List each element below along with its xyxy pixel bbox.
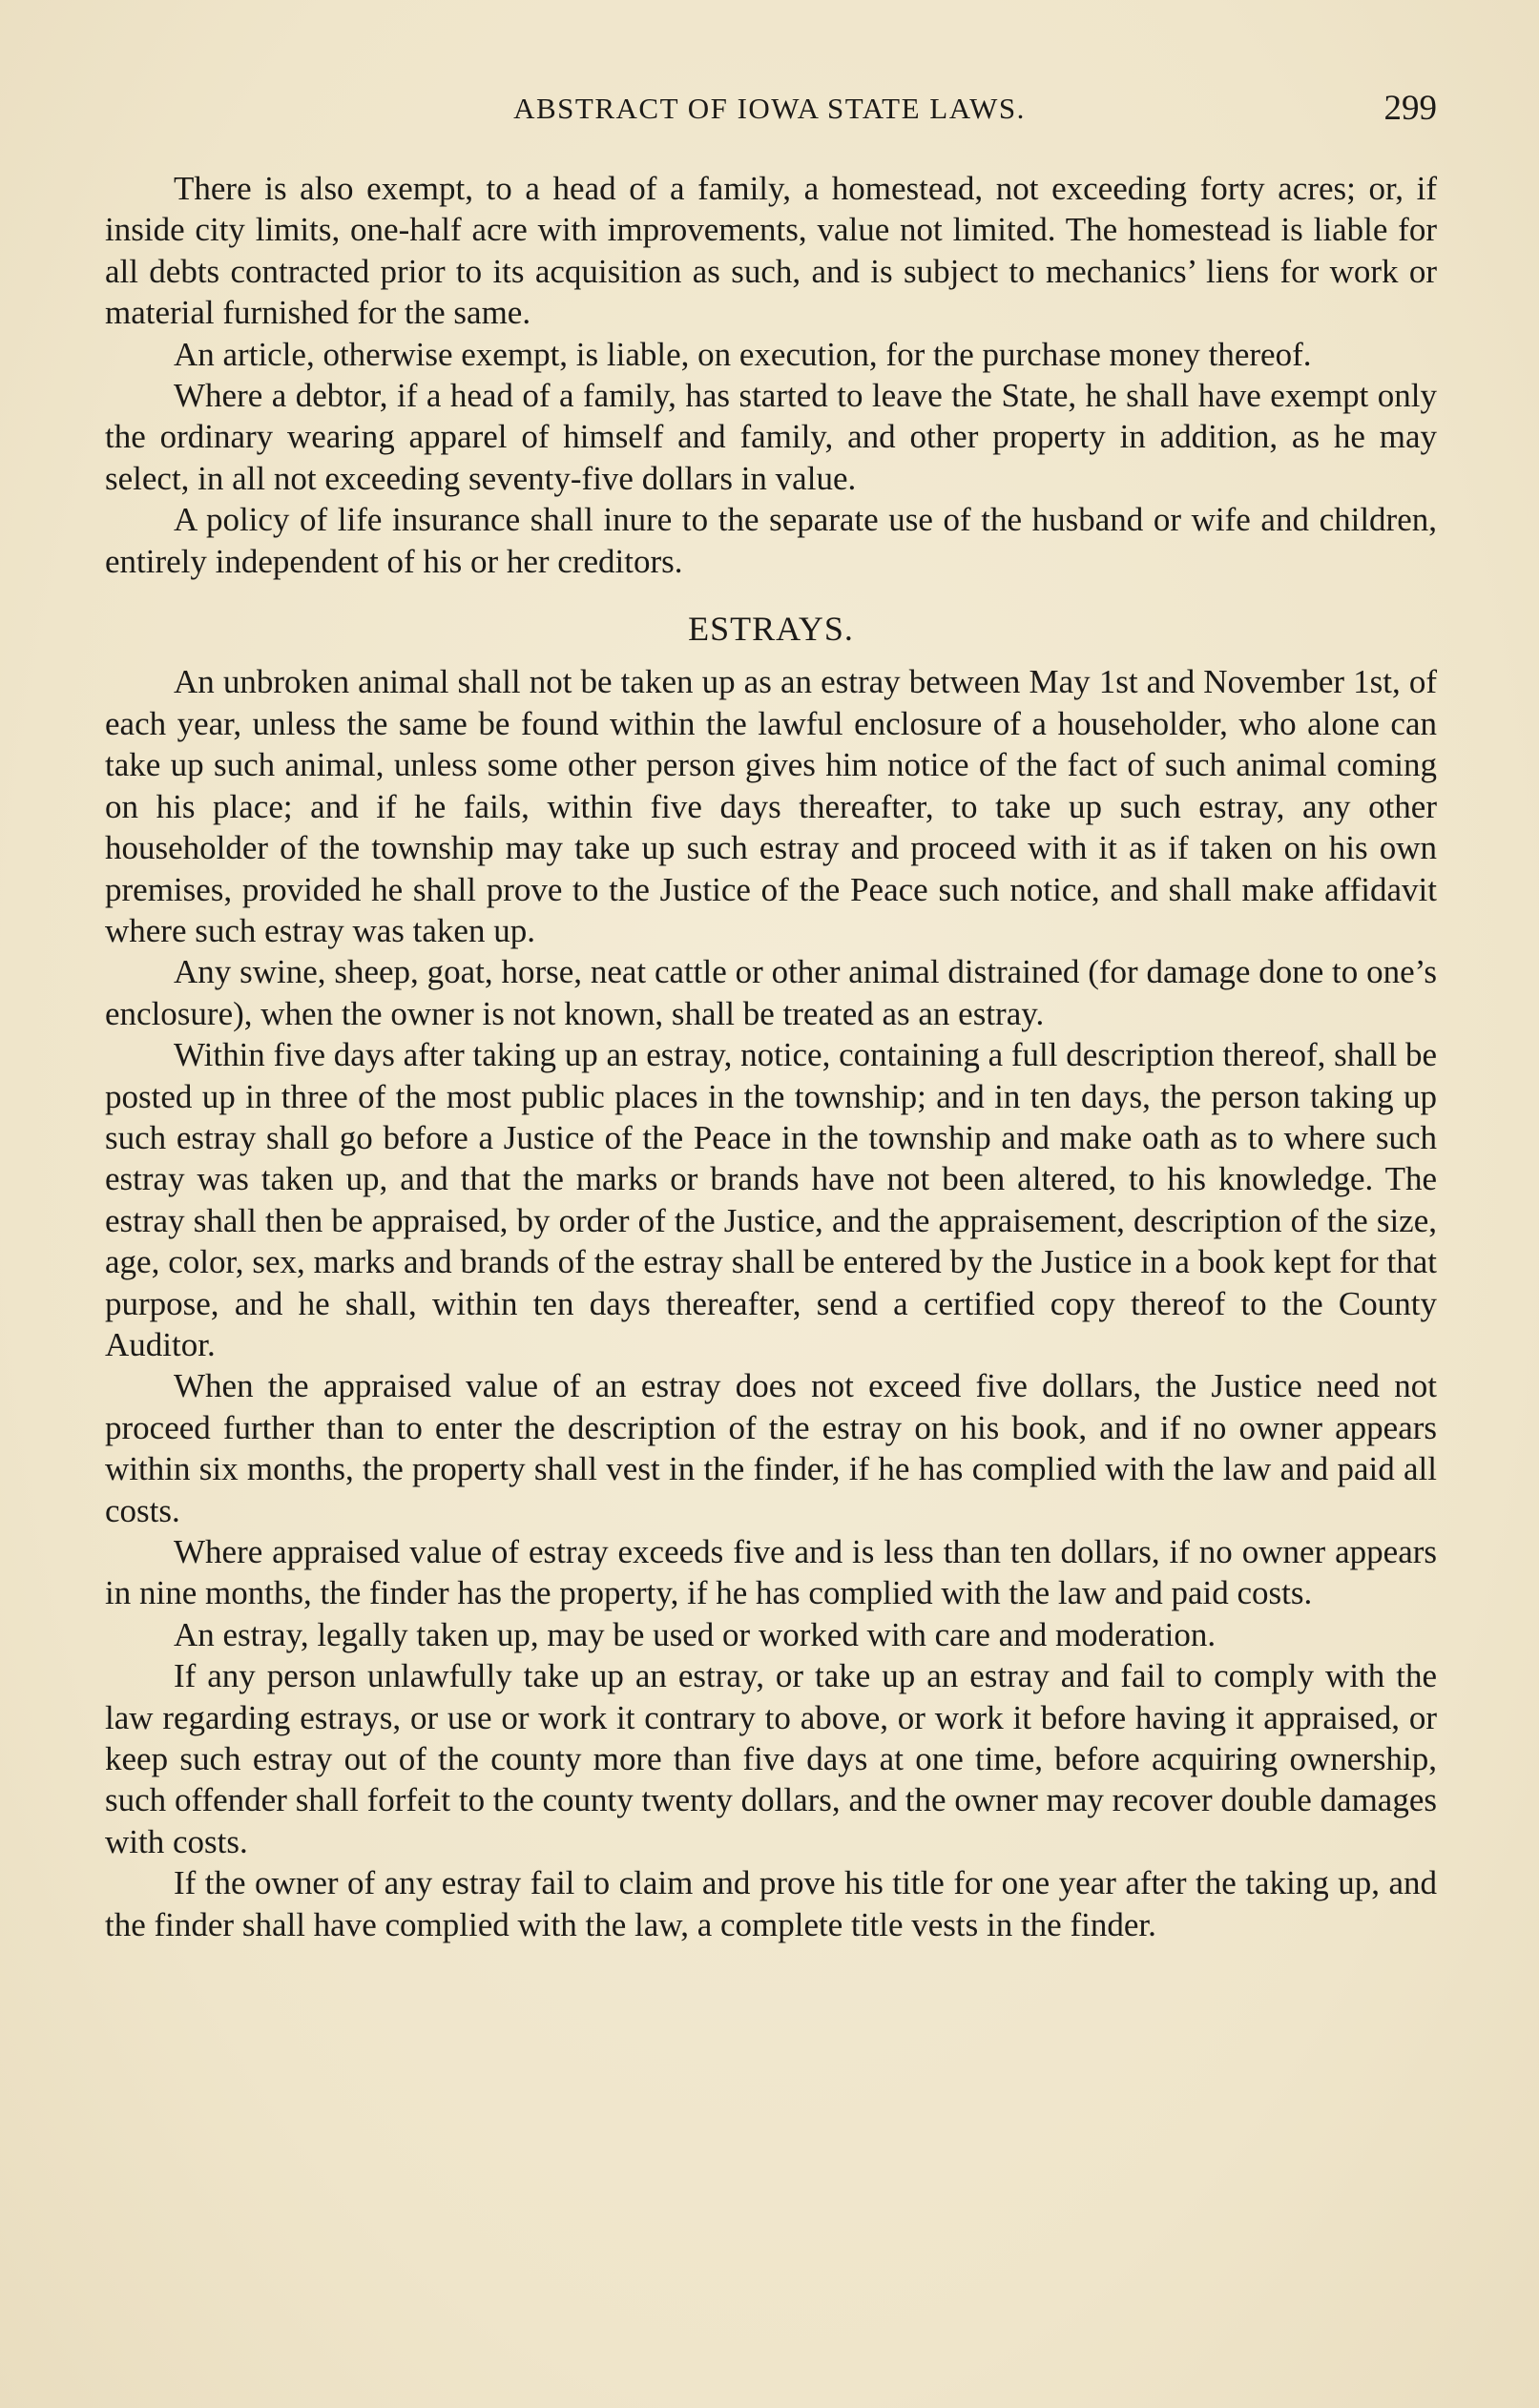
body-text: [105, 168, 1437, 1945]
paragraph-homestead: There is also exempt, to a head of a family, a homestead, not exceeding forty acres; or, if inside city limits, one-half acre with improvements, value not limited. The homestead is liable for all debts contracted prior to its acquisition as such, and is subject to mechanics’ liens for work or material furnished for the same.: [105, 170, 1437, 332]
paragraph-debtor-leaving: Where a debtor, if a head of a family, has started to leave the State, he shall have exempt only the ordinary wearing apparel of himself and family, and other property in addition, as he may select, in all not exceeding seventy-five dollars in value.: [105, 377, 1437, 497]
running-title: ABSTRACT OF IOWA STATE LAWS.: [513, 92, 1026, 125]
paragraph-unbroken-animal: An unbroken animal shall not be taken up as an estray between May 1st and November 1st, of each year, unless the same be found within the lawful enclosure of a householder, who alone can take up such animal, unless some other person gives him notice of the fact of such animal coming on his place; and if he fails, within five days thereafter, to take up such estray, any other householder of the township may take up such estray and proceed with it as if taken on his own premises, provided he shall prove to the Justice of the Peace such notice, and shall make affidavit where such estray was taken up.: [105, 663, 1437, 949]
paragraph-under-five-dollars: When the appraised value of an estray does not exceed five dollars, the Justice need not proceed further than to enter the description of the estray on his book, and if no owner appears within six months, the property shall vest in the finder, if he has complied with the law and paid all costs.: [105, 1367, 1437, 1529]
paragraph-article-exempt: An article, otherwise exempt, is liable, on execution, for the purchase money thereof.: [174, 335, 1312, 373]
paragraph-unlawful-taking: If any person unlawfully take up an estray, or take up an estray and fail to comply with the law regarding estrays, or use or work it contrary to above, or work it before having it appraised, or keep such estray out of the county more than five days at one time, before acquiring ownership, such offender shall forfeit to the county twenty dollars, and the owner may recover double damages with costs.: [105, 1657, 1437, 1860]
paragraph-distrained-animal: Any swine, sheep, goat, horse, neat cattle or other animal distrained (for damage done to one’s enclosure), when the owner is not known, shall be treated as an estray.: [105, 953, 1437, 1032]
page-number: 299: [1383, 89, 1437, 128]
section-heading-estrays: ESTRAYS.: [688, 610, 854, 649]
paragraph-use-with-care: An estray, legally taken up, may be used or worked with care and moderation.: [174, 1615, 1217, 1653]
paragraph-five-to-ten-dollars: Where appraised value of estray exceeds five and is less than ten dollars, if no owner appears in nine months, the finder has the property, if he has complied with the law and paid costs.: [105, 1533, 1437, 1612]
page-header: [0, 88, 1539, 135]
paragraph-notice-appraisal: Within five days after taking up an estray, notice, containing a full description thereof, shall be posted up in three of the most public places in the township; and in ten days, the person taking up such estray shall go before a Justice of the Peace in the township and make oath as to where such estray was taken up, and that the marks or brands have not been altered, to his knowledge. The estray shall then be appraised, by order of the Justice, and the appraisement, description of the size, age, color, sex, marks and brands of the estray shall be entered by the Justice in a book kept for that purpose, and he shall, within ten days thereafter, send a certified copy thereof to the County Auditor.: [105, 1036, 1437, 1363]
paragraph-title-vests: If the owner of any estray fail to claim and prove his title for one year after the taking up, and the finder shall have complied with the law, a complete title vests in the finder.: [105, 1864, 1437, 1943]
paragraph-life-insurance: A policy of life insurance shall inure to the separate use of the husband or wife and children, entirely independent of his or her creditors.: [105, 501, 1437, 580]
